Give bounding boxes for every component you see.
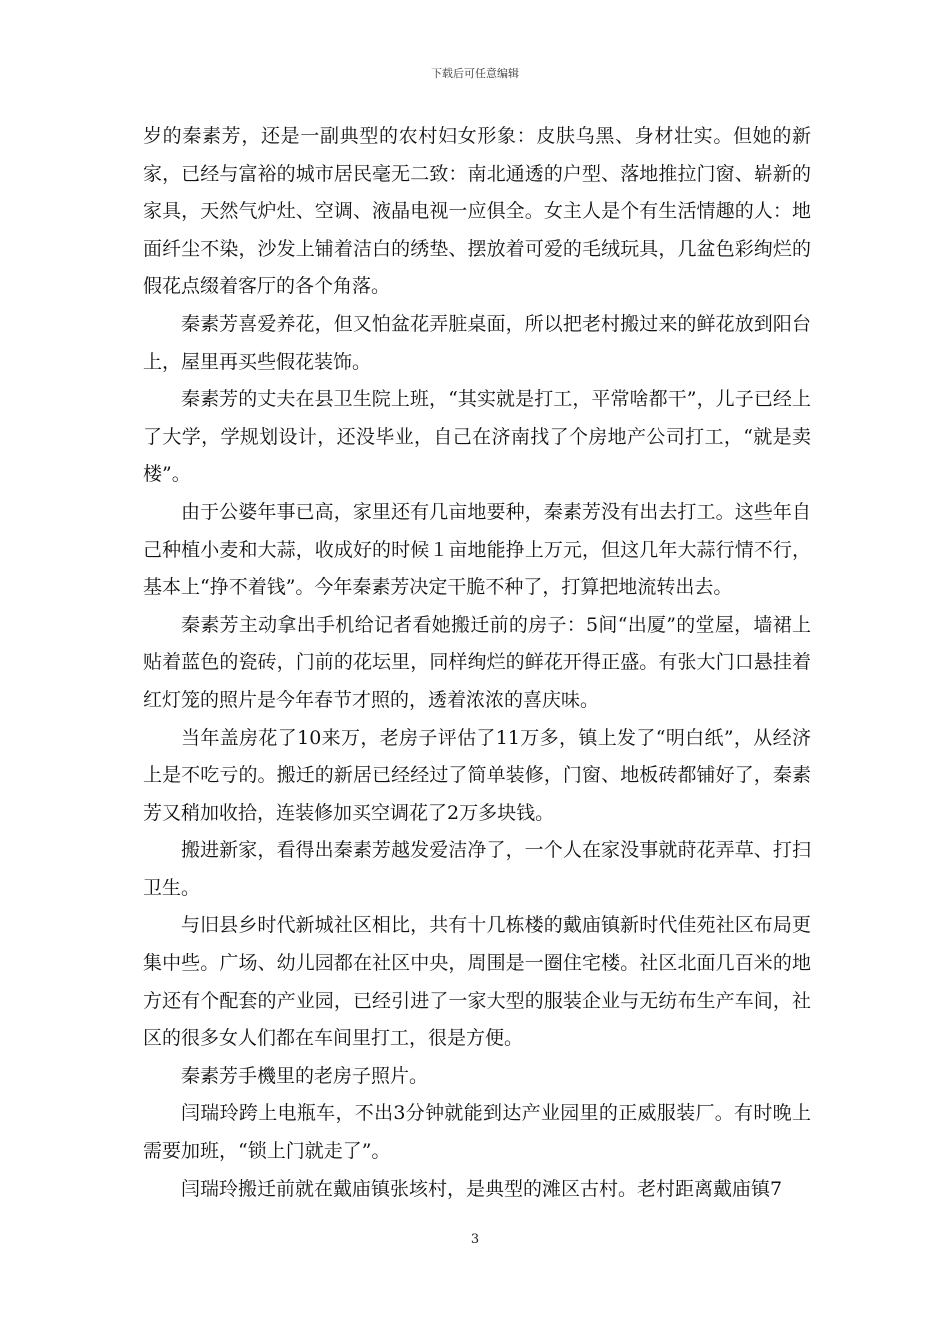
paragraph: 秦素芳喜爱养花，但又怕盆花弄脏桌面，所以把老村搬过来的鲜花放到阳台上，屋里再买些假花装饰。	[143, 312, 811, 373]
paragraph: 闫瑞玲跨上电瓶车，不出3分钟就能到达产业园里的正威服装厂。有时晚上需要加班，“锁上门就走了”。	[143, 1102, 811, 1163]
paragraph: 秦素芳的丈夫在县卫生院上班，“其实就是打工，平常啥都干”，儿子已经上了大学，学规划设计，还没毕业，自己在济南找了个房地产公司打工，“就是卖楼”。	[143, 388, 811, 486]
paragraph: 岁的秦素芳，还是一副典型的农村妇女形象：皮肤乌黑、身材壮实。但她的新家，已经与富裕的城市居民毫无二致：南北通透的户型、落地推拉门窗、崭新的家具，天然气炉灶、空调、液晶电视一应俱全。女主人是个有生活情趣的人：地面纤尘不染，沙发上铺着洁白的绣垫、摆放着可爱的毛绒玩具，几盆色彩绚烂的假花点缀着客厅的各个角落。	[143, 125, 811, 298]
photo-caption: 秦素芳手機里的老房子照片。	[181, 1064, 429, 1087]
paragraph: 由于公婆年事已高，家里还有几亩地要种，秦素芳没有出去打工。这些年自己种植小麦和大蒜，收成好的时候１亩地能挣上万元，但这几年大蒜行情不行，基本上“挣不着钱”。今年秦素芳决定干脆不种了，打算把地流转出去。	[143, 500, 811, 599]
paragraph: 搬进新家，看得出秦素芳越发爱洁净了，一个人在家没事就莳花弄草、打扫卫生。	[143, 839, 811, 899]
paragraph: 当年盖房花了10来万，老房子评估了11万多，镇上发了“明白纸”，从经济上是不吃亏的。搬迁的新居已经经过了简单装修，门窗、地板砖都铺好了，秦素芳又稍加收拾，连装修加买空调花了2万多块钱。	[143, 726, 811, 824]
document-body	[143, 118, 811, 1208]
paragraph: 与旧县乡时代新城社区相比，共有十几栋楼的戴庙镇新时代佳苑社区布局更集中些。广场、幼儿园都在社区中央，周围是一圈住宅楼。社区北面几百米的地方还有个配套的产业园，已经引进了一家大型的服装企业与无纺布生产车间，社区的很多女人们都在车间里打工，很是方便。	[143, 914, 811, 1050]
page-header: 下载后可任意编辑	[431, 67, 519, 80]
paragraph: 闫瑞玲搬迁前就在戴庙镇张垓村，是典型的滩区古村。老村距离戴庙镇7	[181, 1177, 783, 1200]
paragraph: 秦素芳主动拿出手机给记者看她搬迁前的房子：5间“出厦”的堂屋，墙裙上贴着蓝色的瓷砖，门前的花坛里，同样绚烂的鲜花开得正盛。有张大门口悬挂着红灯笼的照片是今年春节才照的，透着浓浓的喜庆味。	[143, 613, 811, 711]
page-number: 3	[470, 1232, 480, 1247]
